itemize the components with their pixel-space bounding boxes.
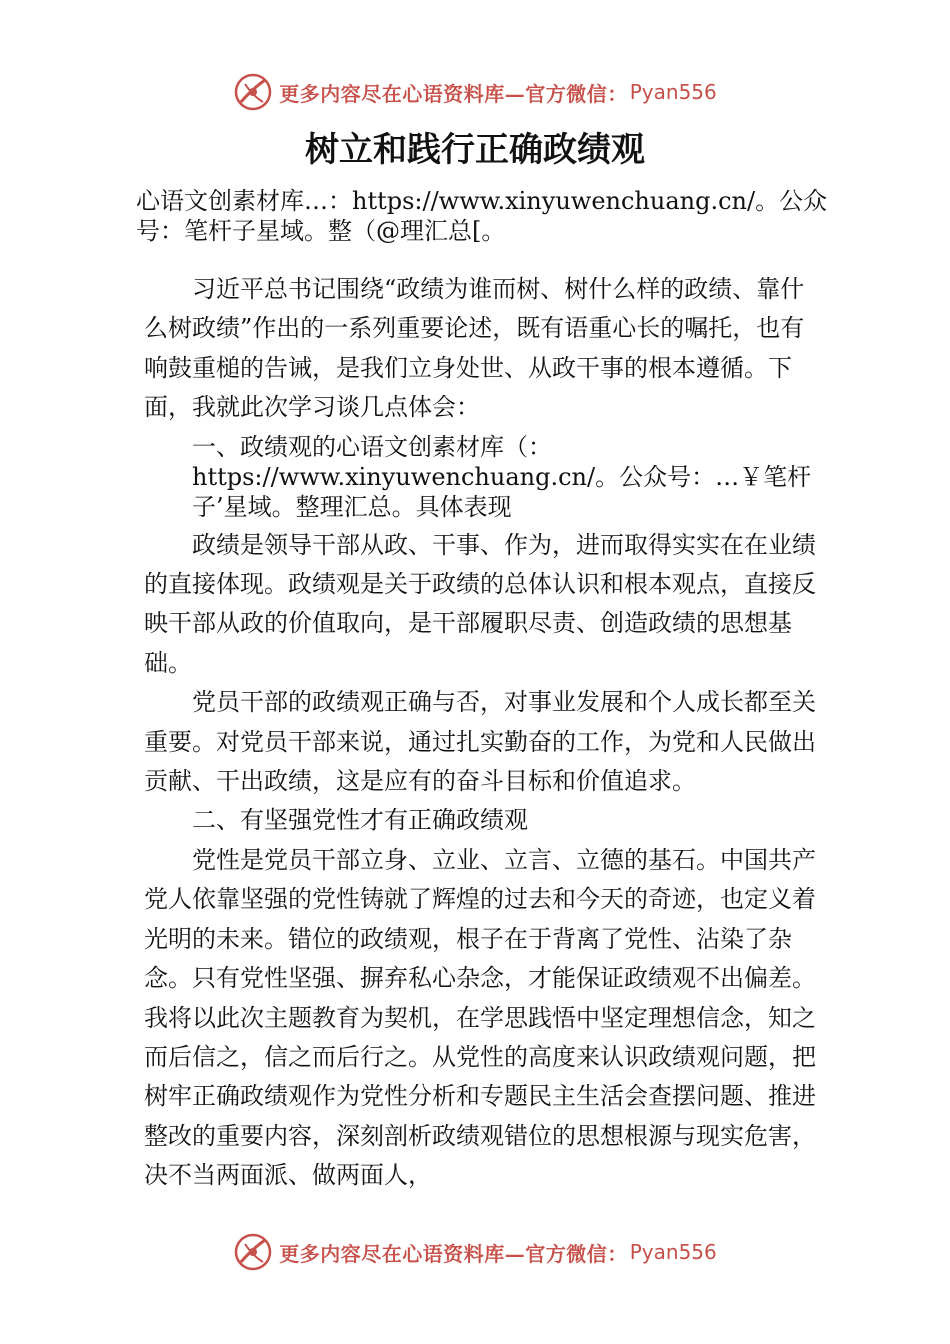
section-heading: 二、有坚强党性才有正确政绩观	[192, 806, 528, 835]
footer-banner	[0, 1232, 950, 1272]
banner-text: 更多内容尽在心语资料库—官方微信：	[279, 81, 628, 106]
header-banner	[0, 72, 950, 112]
document-body	[144, 270, 824, 1196]
paragraph: 党员干部的政绩观正确与否，对事业发展和个人成长都至关重要。对党员干部来说，通过扎实勤奋的工作，为党和人民做出贡献、干出政绩，这是应有的奋斗目标和价值追求。	[144, 688, 816, 796]
brand-logo-icon	[233, 1232, 273, 1272]
paragraph: 党性是党员干部立身、立业、立言、立德的基石。中国共产党人依靠坚强的党性铸就了辉煌的过去和今天的奇迹，也定义着光明的未来。错位的政绩观，根子在于背离了党性、沾染了杂念。只有党性坚强、摒弃私心杂念，才能保证政绩观不出偏差。我将以此次主题教育为契机，在学思践悟中坚定理想信念，知之而后信之，信之而后行之。从党性的高度来认识政绩观问题，把树牢正确政绩观作为党性分析和专题民主生活会查摆问题、推进整改的重要内容，深刻剖析政绩观错位的思想根源与现实危害，决不当两面派、做两面人，	[144, 845, 816, 1190]
source-note: 心语文创素材库…：https://www.xinyuwenchuang.cn/。公众号：笔杆子星域。整（@理汇总[。	[136, 187, 828, 245]
banner-text: 更多内容尽在心语资料库—官方微信：	[279, 1241, 628, 1266]
section-heading: 一、政绩观的心语文创素材库（：https://www.xinyuwenchuang.cn/。公众号：…￥笔杆子’星域。整理汇总。具体表现	[192, 432, 812, 521]
banner-contact: Pyan556	[629, 80, 717, 104]
document-title: 树立和践行正确政绩观	[305, 130, 645, 170]
banner-contact: Pyan556	[629, 1240, 717, 1264]
paragraph: 习近平总书记围绕“政绩为谁而树、树什么样的政绩、靠什么树政绩”作出的一系列重要论述，既有语重心长的嘱托，也有响鼓重槌的告诫，是我们立身处世、从政干事的根本遵循。下面，我就此次学习谈几点体会：	[144, 275, 805, 422]
brand-logo-icon	[233, 72, 273, 112]
paragraph: 政绩是领导干部从政、干事、作为，进而取得实实在在业绩的直接体现。政绩观是关于政绩的总体认识和根本观点，直接反映干部从政的价值取向，是干部履职尽责、创造政绩的思想基础。	[144, 530, 816, 677]
